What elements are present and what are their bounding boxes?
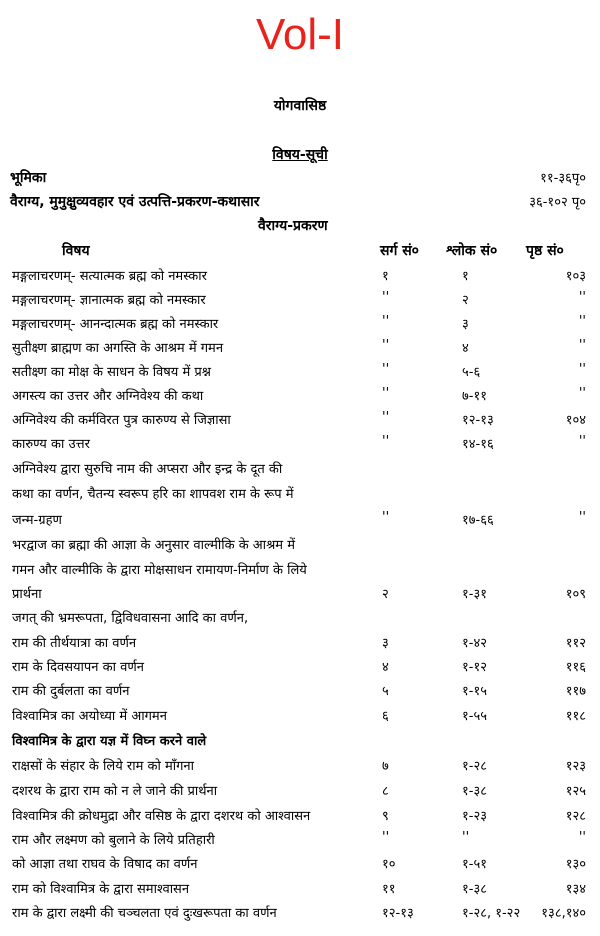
row-sarga: '' xyxy=(382,434,390,449)
table-row xyxy=(0,633,600,657)
row-subject: प्रार्थना xyxy=(12,587,42,602)
row-subject: राम की तीर्थयात्रा का वर्णन xyxy=(12,636,137,651)
row-page: १२५ xyxy=(565,784,586,799)
row-shloka: १-५५ xyxy=(462,709,487,724)
row-subject: जन्म-ग्रहण xyxy=(12,513,62,528)
table-row xyxy=(0,434,600,458)
table-row xyxy=(0,362,600,386)
row-subject: दशरथ के द्वारा राम को न ले जाने की प्रार्थना xyxy=(12,784,218,799)
row-shloka: १४-१६ xyxy=(462,437,494,452)
row-sarga: २ xyxy=(382,587,389,602)
row-page: १३० xyxy=(565,857,586,872)
table-row xyxy=(0,338,600,362)
row-subject: राम के द्वारा लक्ष्मी की चञ्चलता एवं दुःखरूपता का वर्णन xyxy=(12,906,277,921)
row-page: १०९ xyxy=(565,587,586,602)
row-sarga: ८ xyxy=(382,784,389,799)
table-row xyxy=(0,781,600,805)
table-row xyxy=(0,290,600,314)
row-subject: मङ्गलाचरणम्- सत्यात्मक ब्रह्म को नमस्कार xyxy=(12,269,207,284)
table-row xyxy=(0,266,600,290)
row-shloka: १-५१ xyxy=(462,857,487,872)
row-shloka: '' xyxy=(462,830,470,845)
row-sarga: ६ xyxy=(382,709,389,724)
front-matter-label: वैराग्य, मुमुक्षुव्यवहार एवं उत्पत्ति-प्रकरण-कथासार xyxy=(10,194,260,210)
row-page: १०४ xyxy=(565,413,586,428)
table-row xyxy=(0,484,600,508)
row-sarga: ३ xyxy=(382,636,389,651)
row-sarga: '' xyxy=(382,386,390,401)
row-shloka: १-३८ xyxy=(462,882,487,897)
row-subject: गमन और वाल्मीकि के द्वारा मोक्षसाधन रामायण-निर्माण के लिये xyxy=(12,563,307,578)
row-shloka: ५-६ xyxy=(462,365,481,380)
table-row xyxy=(0,510,600,534)
table-row xyxy=(0,386,600,410)
row-page: '' xyxy=(578,434,586,449)
row-subject: भरद्वाज का ब्रह्मा की आज्ञा के अनुसार वाल्मीकि के आश्रम में xyxy=(12,538,295,553)
row-sarga: १ xyxy=(382,269,389,284)
column-header-sarga: सर्ग सं० xyxy=(380,243,419,259)
row-sarga: '' xyxy=(382,830,390,845)
row-subject: को आज्ञा तथा राघव के विषाद का वर्णन xyxy=(12,857,198,872)
table-row xyxy=(0,879,600,903)
row-shloka: १-२३ xyxy=(462,809,487,824)
row-page: १३४ xyxy=(565,882,586,897)
row-subject: कारुण्य का उत्तर xyxy=(12,437,90,452)
row-subject: राम और लक्ष्मण को बुलाने के लिये प्रतिहारी xyxy=(12,833,215,848)
row-subject: विश्वामित्र का अयोध्या में आगमन xyxy=(12,709,167,724)
table-row xyxy=(0,535,600,559)
volume-banner: Vol-I xyxy=(255,10,345,59)
row-shloka: ३ xyxy=(462,317,469,332)
row-page: '' xyxy=(578,314,586,329)
row-page: '' xyxy=(578,338,586,353)
row-page: १३८,१४० xyxy=(541,906,586,921)
table-row xyxy=(0,410,600,434)
row-sarga: '' xyxy=(382,290,390,305)
row-shloka: १-३८ xyxy=(462,784,487,799)
row-page: ११२ xyxy=(565,636,586,651)
front-matter-label: भूमिका xyxy=(10,170,47,186)
table-row xyxy=(0,903,600,927)
row-sarga: ५ xyxy=(382,684,389,699)
row-sarga: '' xyxy=(382,410,390,425)
table-row xyxy=(0,584,600,608)
row-sarga: ९ xyxy=(382,809,389,824)
table-row xyxy=(0,657,600,681)
row-page: '' xyxy=(578,290,586,305)
row-shloka: ४ xyxy=(462,341,469,356)
row-sarga: '' xyxy=(382,510,390,525)
table-row xyxy=(0,854,600,878)
row-subject: राम को विश्वामित्र के द्वारा समाश्वासन xyxy=(12,882,190,897)
column-header-page: पृष्ठ सं० xyxy=(526,243,564,259)
table-row xyxy=(0,830,600,854)
row-sarga: '' xyxy=(382,314,390,329)
row-shloka: १-२८ xyxy=(462,759,487,774)
row-page: '' xyxy=(578,362,586,377)
row-subject: कथा का वर्णन, चैतन्य स्वरूप हरि का शापवश राम के रूप में xyxy=(12,487,294,502)
row-sarga: ७ xyxy=(382,759,389,774)
row-sarga: ११ xyxy=(382,882,396,897)
table-row xyxy=(0,806,600,830)
row-sarga: ४ xyxy=(382,660,389,675)
row-subject: राक्षसों के संहार के लिये राम को माँगना xyxy=(12,759,195,774)
row-page: '' xyxy=(578,510,586,525)
row-shloka: २ xyxy=(462,293,469,308)
row-page: ११६ xyxy=(565,660,586,675)
row-shloka: १-१२ xyxy=(462,660,487,675)
row-page: ११७ xyxy=(565,684,586,699)
table-row xyxy=(0,756,600,780)
row-shloka: १७-६६ xyxy=(462,513,494,528)
table-row xyxy=(0,731,600,755)
row-shloka: ७-११ xyxy=(462,389,487,404)
row-sarga: '' xyxy=(382,362,390,377)
row-page: १०३ xyxy=(565,269,586,284)
row-subject: विश्वामित्र के द्वारा यज्ञ में विघ्न करने वाले xyxy=(12,734,207,749)
front-matter-pages: ३६-१०२ पृ० xyxy=(529,195,586,210)
row-shloka: १-१५ xyxy=(462,684,487,699)
row-subject: अग्निवेश्य द्वारा सुरुचि नाम की अप्सरा और इन्द्र के दूत की xyxy=(12,462,283,477)
row-page: १२८ xyxy=(565,809,586,824)
row-subject: जगत् की भ्रमरूपता, द्विविधवासना आदि का वर्णन, xyxy=(12,611,249,626)
table-row xyxy=(0,314,600,338)
index-title: विषय-सूची xyxy=(272,147,328,163)
row-subject: विश्वामित्र की क्रोधमुद्रा और वसिष्ठ के द्वारा दशरथ को आश्वासन xyxy=(12,809,311,824)
table-row xyxy=(0,560,600,584)
column-header-shloka: श्लोक सं० xyxy=(446,243,498,259)
row-sarga: १० xyxy=(382,857,396,872)
column-header-subject: विषय xyxy=(62,243,90,259)
row-subject: मङ्गलाचरणम्- ज्ञानात्मक ब्रह्म को नमस्कार xyxy=(12,293,206,308)
row-shloka: १-४२ xyxy=(462,636,487,651)
row-page: १२३ xyxy=(565,759,586,774)
row-subject: राम की दुर्बलता का वर्णन xyxy=(12,684,130,699)
row-subject: सुतीक्ष्ण ब्राह्मण का अगस्ति के आश्रम में गमन xyxy=(12,341,224,356)
table-row xyxy=(0,459,600,483)
row-shloka: १-२८, १-२२ xyxy=(462,906,521,921)
front-matter-pages: ११-३६पृ० xyxy=(540,171,586,186)
row-page: ११८ xyxy=(565,709,586,724)
row-subject: सतीक्ष्ण का मोक्ष के साधन के विषय में प्रश्न xyxy=(12,365,211,380)
table-row xyxy=(0,608,600,632)
row-subject: अग्निवेश्य की कर्मविरत पुत्र कारुण्य से जिज्ञासा xyxy=(12,413,231,428)
table-row xyxy=(0,706,600,730)
row-subject: मङ्गलाचरणम्- आनन्दात्मक ब्रह्म को नमस्कार xyxy=(12,317,219,332)
row-subject: राम के दिवसयापन का वर्णन xyxy=(12,660,144,675)
row-shloka: १-३१ xyxy=(462,587,487,602)
book-title: योगवासिष्ठ xyxy=(273,98,327,114)
table-row xyxy=(0,681,600,705)
row-shloka: १ xyxy=(462,269,469,284)
row-page: '' xyxy=(578,386,586,401)
row-sarga: १२-१३ xyxy=(382,906,414,921)
section-title: वैराग्य-प्रकरण xyxy=(258,218,328,234)
row-subject: अगस्त्य का उत्तर और अग्निवेश्य की कथा xyxy=(12,389,204,404)
row-sarga: '' xyxy=(382,338,390,353)
row-page: '' xyxy=(578,830,586,845)
row-shloka: १२-१३ xyxy=(462,413,494,428)
